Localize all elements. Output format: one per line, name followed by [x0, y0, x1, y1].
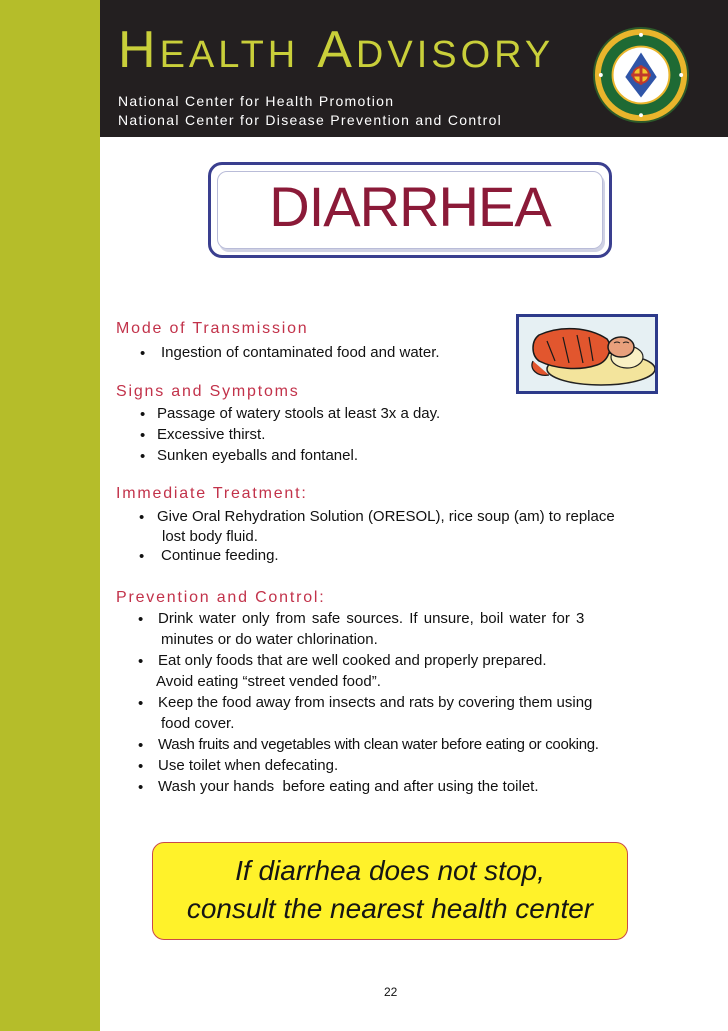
list-item: Ingestion of contaminated food and water.: [161, 344, 440, 361]
list-item: Continue feeding.: [161, 547, 279, 564]
sick-child-icon: [516, 314, 658, 394]
section-heading-prevention: Prevention and Control:: [116, 589, 326, 606]
list-item: Passage of watery stools at least 3x a day.: [157, 405, 441, 422]
disease-title: DIARRHEA: [269, 175, 551, 238]
list-item: Wash fruits and vegetables with clean water before eating or cooking.: [158, 736, 599, 753]
header-title: HEALTH ADVISORY: [118, 21, 555, 79]
list-item: Keep the food away from insects and rats by covering them using: [158, 694, 593, 711]
section-heading-treatment: Immediate Treatment:: [116, 485, 308, 502]
doh-seal-icon: [592, 26, 690, 124]
list-item: Sunken eyeballs and fontanel.: [157, 447, 358, 464]
section-heading-symptoms: Signs and Symptoms: [116, 383, 300, 400]
consult-callout: [152, 842, 628, 940]
callout-line-1: If diarrhea does not stop,: [235, 855, 545, 886]
callout-line-2: consult the nearest health center: [186, 893, 594, 924]
page-number: 22: [384, 985, 398, 999]
list-item-continuation: food cover.: [161, 715, 235, 732]
list-item: Wash your hands before eating and after using the toilet.: [158, 778, 539, 795]
list-item: Eat only foods that are well cooked and properly prepared.: [158, 652, 547, 669]
header-subtitle-1: National Center for Health Promotion: [118, 93, 395, 109]
list-item: Give Oral Rehydration Solution (ORESOL), rice soup (am) to replace: [157, 508, 615, 525]
list-item-continuation: Avoid eating “street vended food”.: [156, 673, 381, 690]
list-item: Use toilet when defecating.: [158, 757, 339, 774]
header-subtitle-2: National Center for Disease Prevention and Control: [118, 112, 503, 128]
list-item-continuation: lost body fluid.: [162, 528, 258, 545]
left-accent-bar: [0, 0, 100, 1031]
list-item: Drink water only from safe sources. If unsure, boil water for 3: [158, 610, 585, 627]
section-heading-transmission: Mode of Transmission: [116, 320, 309, 337]
list-item-continuation: minutes or do water chlorination.: [161, 631, 378, 648]
disease-title-box: [208, 162, 612, 258]
list-item: Excessive thirst.: [157, 426, 266, 443]
